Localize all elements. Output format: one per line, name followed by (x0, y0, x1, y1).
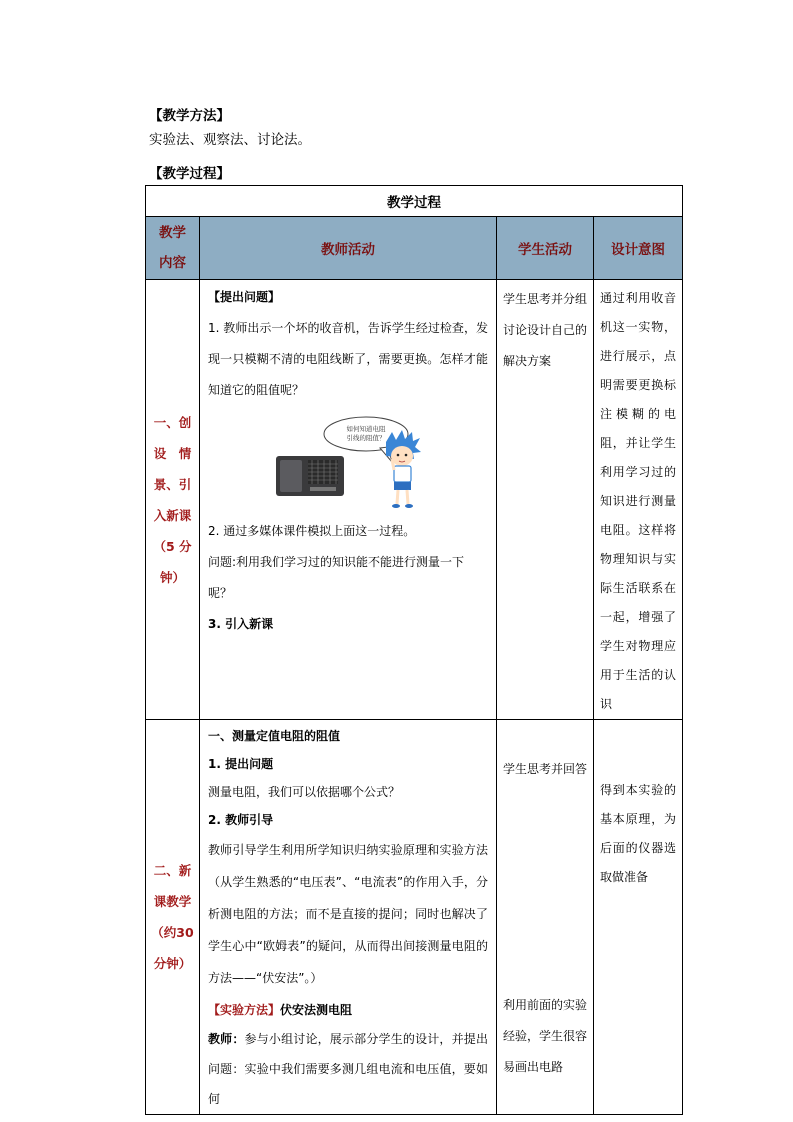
process-heading: 【教学过程】 (149, 166, 230, 182)
header-teacher: 教师活动 (200, 217, 497, 280)
radio-illustration-svg (274, 412, 454, 512)
teaching-process-table (145, 185, 683, 1115)
row2-method-name: 伏安法测电阻 (280, 1003, 353, 1017)
header-design: 设计意图 (594, 217, 683, 280)
row1-content-line: 一、创 (153, 414, 192, 430)
row2-content-line: 二、新 (153, 863, 192, 878)
header-content-line1: 教学 (159, 225, 186, 241)
row2-speaker: 教师： (208, 1032, 245, 1046)
row1-content-line: 设 情 (153, 445, 192, 461)
row1-teacher-p4: 3. 引入新课 (208, 617, 274, 631)
row2-teacher-activity (200, 720, 497, 1115)
row2-method-tag: 【实验方法】 (208, 1003, 281, 1017)
boy-icon (386, 430, 421, 508)
row1-content (146, 280, 200, 720)
row2-content (146, 720, 200, 1115)
method-text: 实验法、观察法、讨论法。 (149, 132, 311, 148)
row1-teacher-p2: 2. 通过多媒体课件模拟上面这一过程。 (208, 524, 416, 538)
row2-content-line: 分钟） (153, 956, 192, 971)
row2-step2: 2. 教师引导 (208, 813, 274, 827)
row2-teacher-p1: 测量电阻，我们可以依据哪个公式？ (208, 785, 401, 799)
header-student: 学生活动 (497, 217, 594, 280)
radio-boy-illustration (274, 412, 454, 512)
row1-content-line: （5 分 (153, 538, 192, 554)
method-heading: 【教学方法】 (149, 108, 230, 124)
header-content-line2: 内容 (159, 255, 186, 271)
bubble-text: 如何知道电阻 (346, 425, 386, 433)
row1-content-line: 钟） (159, 569, 185, 585)
row2-teacher-p3-line (208, 1024, 488, 1114)
row2-content-line: （约30 (151, 925, 194, 940)
row1-content-line: 景、引 (153, 476, 192, 492)
row2-student-2: 利用前面的实验经验，学生很容易画出电路 (503, 998, 588, 1074)
row1-student-activity: 学生思考并分组讨论设计自己的解决方案 (497, 280, 594, 720)
row2-teacher-p3: 参与小组讨论，展示部分学生的设计，并提出问题：实验中我们需要多测几组电流和电压值，要如何 (208, 1032, 488, 1106)
table-title: 教学过程 (146, 186, 683, 217)
svg-text:引线的阻值？: 引线的阻值？ (346, 434, 386, 442)
row1-design-intent: 通过利用收音机这一实物，进行展示，点明需要更换标注模糊的电阻，并让学生利用学习过的知识进行测量电阻。这样将物理知识与实际生活联系在一起，增强了学生对物理应用于生活的认识 (594, 280, 683, 720)
row2-step1: 1. 提出问题 (208, 757, 274, 771)
row2-method-line (208, 996, 488, 1024)
row1-teacher-activity (200, 280, 497, 720)
row2-subtitle: 一、测量定值电阻的阻值 (208, 729, 341, 743)
row2-student-1: 学生思考并回答 (503, 762, 588, 776)
row1-teacher-p3: 问题:利用我们学习过的知识能不能进行测量一下呢？ (208, 555, 465, 600)
row2-teacher-p2: 教师引导学生利用所学知识归纳实验原理和实验方法（从学生熟悉的“电压表”、“电流表”的作用入手，分析测电阻的方法；而不是直接的提问；同时也解决了学生心中“欧姆表”的疑问，从而得出间接测量电阻的方法——“伏安法”。） (208, 843, 488, 985)
row1-teacher-p1: 1. 教师出示一个坏的收音机，告诉学生经过检查，发现一只模糊不清的电阻线断了，需要更换。怎样才能知道它的阻值呢？ (208, 321, 488, 397)
row1-tag: 【提出问题】 (208, 290, 281, 304)
header-content (146, 217, 200, 280)
row2-student-activity (497, 720, 594, 1115)
row1-content-line: 入新课 (153, 507, 192, 523)
row2-content-line: 课教学 (153, 894, 192, 909)
row2-design-intent: 得到本实验的基本原理，为后面的仪器选取做准备 (594, 720, 683, 1115)
